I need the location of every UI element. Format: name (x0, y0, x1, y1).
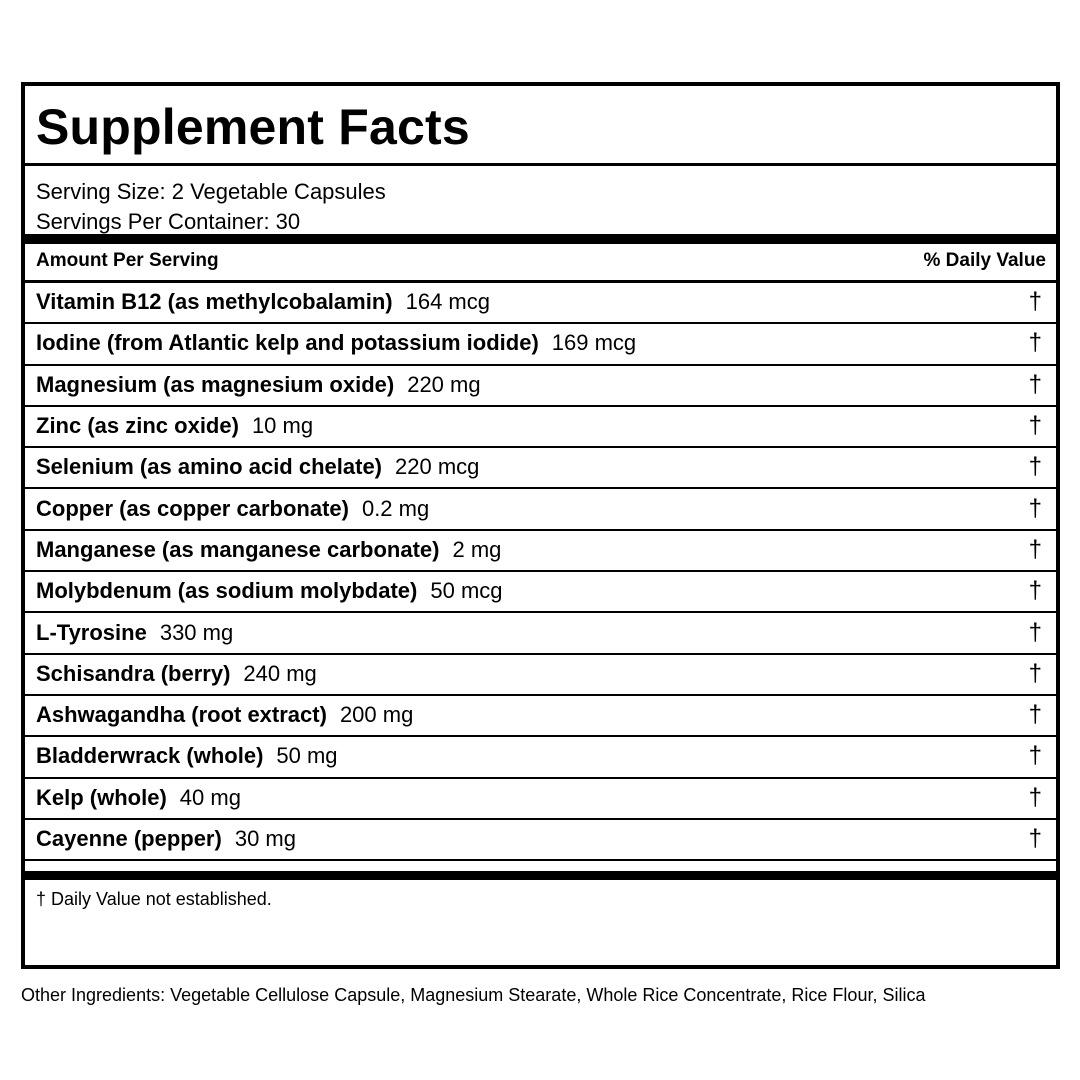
dagger-symbol: † (1028, 659, 1042, 687)
nutrient-name: Schisandra (berry) (36, 660, 231, 686)
nutrient-row (25, 448, 1056, 489)
nutrient-amount: 220 mg (407, 371, 481, 397)
nutrient-amount: 164 mcg (405, 289, 490, 315)
nutrient-row (25, 283, 1056, 324)
dagger-symbol: † (1028, 618, 1042, 646)
serving-size: Serving Size: 2 Vegetable Capsules (36, 179, 386, 204)
nutrient-amount: 30 mg (234, 826, 296, 851)
nutrient-label (36, 826, 296, 852)
nutrient-name: Copper (as copper carbonate) (36, 495, 349, 521)
nutrient-name: Zinc (as zinc oxide) (36, 413, 239, 439)
nutrient-row (25, 737, 1056, 778)
nutrient-row (25, 613, 1056, 654)
dagger-symbol: † (1028, 453, 1042, 481)
dagger-symbol: † (1028, 701, 1042, 729)
nutrient-amount: 2 mg (452, 536, 502, 562)
nutrient-name: L-Tyrosine (36, 619, 147, 645)
column-header-row (25, 244, 1056, 283)
nutrient-amount: 10 mg (251, 413, 314, 439)
nutrient-amount: 240 mg (243, 660, 317, 686)
nutrient-name: Vitamin B12 (as methylcobalamin) (36, 289, 393, 315)
dagger-symbol: † (1028, 329, 1042, 357)
nutrient-amount: 200 mg (339, 702, 414, 728)
nutrient-label (36, 289, 490, 315)
dagger-symbol: † (1028, 742, 1042, 770)
nutrient-label (36, 372, 481, 398)
nutrient-row (25, 489, 1056, 530)
nutrient-name: Magnesium (as magnesium oxide) (36, 371, 395, 397)
nutrient-label (36, 537, 501, 563)
dagger-symbol: † (1028, 577, 1042, 605)
nutrient-row (25, 779, 1056, 820)
nutrient-label (36, 454, 479, 480)
nutrient-row (25, 324, 1056, 365)
nutrient-row (25, 407, 1056, 448)
amount-per-serving-label: Amount Per Serving (36, 250, 219, 271)
servings-per-container: Servings Per Container: 30 (36, 209, 301, 234)
dagger-symbol: † (1028, 494, 1042, 522)
nutrient-row (25, 696, 1056, 737)
dagger-symbol: † (1028, 412, 1042, 440)
dagger-symbol: † (1028, 783, 1042, 811)
nutrient-row (25, 572, 1056, 613)
supplement-facts-panel (21, 82, 1060, 969)
daily-value-label: % Daily Value (923, 250, 1046, 271)
nutrient-label (36, 330, 636, 356)
nutrient-label (36, 661, 317, 687)
nutrient-row (25, 366, 1056, 407)
dagger-symbol: † (1028, 825, 1042, 852)
other-ingredients: Other Ingredients: Vegetable Cellulose Capsule, Magnesium Stearate, Whole Rice Concentrate, Rice Flour, Silica (21, 985, 926, 1005)
nutrient-name: Ashwagandha (root extract) (36, 702, 327, 728)
nutrient-list (25, 283, 1056, 861)
nutrient-amount: 220 mcg (395, 454, 480, 480)
panel-title: Supplement Facts (25, 86, 1056, 166)
thick-divider (25, 871, 1056, 880)
nutrient-name: Iodine (from Atlantic kelp and potassium iodide) (36, 330, 539, 356)
daily-value-footnote: † Daily Value not established. (36, 889, 272, 910)
nutrient-name: Bladderwrack (whole) (36, 743, 264, 769)
nutrient-label (36, 496, 429, 522)
nutrient-label (36, 785, 241, 811)
nutrient-name: Molybdenum (as sodium molybdate) (36, 578, 418, 604)
nutrient-amount: 50 mcg (430, 578, 503, 604)
dagger-symbol: † (1028, 535, 1042, 563)
nutrient-amount: 50 mg (276, 743, 338, 769)
nutrient-label (36, 413, 313, 439)
nutrient-amount: 40 mg (179, 784, 241, 810)
nutrient-amount: 330 mg (159, 619, 234, 645)
nutrient-row (25, 655, 1056, 696)
nutrient-name: Cayenne (pepper) (36, 826, 222, 851)
nutrient-amount: 0.2 mg (361, 495, 430, 521)
nutrient-label (36, 743, 338, 769)
nutrient-label (36, 578, 503, 604)
nutrient-amount: 169 mcg (551, 330, 637, 356)
nutrient-name: Manganese (as manganese carbonate) (36, 536, 440, 562)
nutrient-name: Kelp (whole) (36, 784, 167, 810)
dagger-symbol: † (1028, 288, 1042, 316)
nutrient-name: Selenium (as amino acid chelate) (36, 454, 383, 480)
nutrient-row (25, 820, 1056, 861)
nutrient-row (25, 531, 1056, 572)
nutrient-label (36, 620, 233, 646)
serving-info (25, 166, 1056, 244)
dagger-symbol: † (1028, 370, 1042, 398)
nutrient-label (36, 702, 413, 728)
